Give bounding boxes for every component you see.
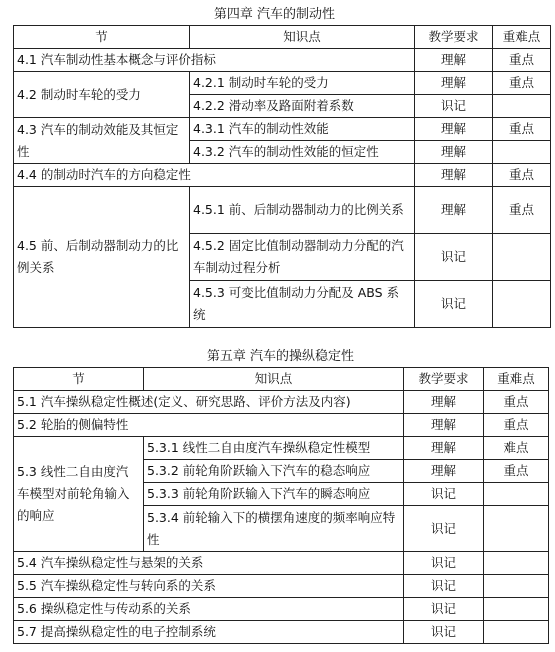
key-cell: 重点 [484, 460, 549, 483]
key-cell: 重点 [493, 72, 551, 95]
table-row [14, 118, 551, 141]
point-cell: 4.2.1 制动时车轮的受力 [190, 72, 415, 95]
requirement-cell: 识记 [404, 598, 484, 621]
key-cell [484, 598, 549, 621]
chapter5-table [13, 367, 549, 644]
requirement-cell: 理解 [415, 118, 493, 141]
key-cell: 重点 [493, 164, 551, 187]
header-teaching-requirement: 教学要求 [415, 26, 493, 49]
table-row [14, 414, 549, 437]
key-cell [484, 506, 549, 552]
header-section: 节 [14, 26, 190, 49]
requirement-cell: 识记 [404, 575, 484, 598]
requirement-cell: 理解 [415, 49, 493, 72]
key-cell [493, 95, 551, 118]
requirement-cell: 理解 [415, 164, 493, 187]
requirement-cell: 理解 [404, 391, 484, 414]
section-cell: 5.3 线性二自由度汽车模型对前轮角输入的响应 [14, 437, 144, 552]
table-header-row [14, 26, 551, 49]
point-cell: 5.3.4 前轮输入下的横摆角速度的频率响应特性 [144, 506, 404, 552]
requirement-cell: 理解 [404, 437, 484, 460]
key-cell [493, 281, 551, 328]
header-knowledge-point: 知识点 [144, 368, 404, 391]
header-section: 节 [14, 368, 144, 391]
point-cell: 4.5.3 可变比值制动力分配及 ABS 系统 [190, 281, 415, 328]
table-header-row [14, 368, 549, 391]
key-cell [484, 483, 549, 506]
key-cell: 重点 [493, 49, 551, 72]
point-cell: 4.3.2 汽车的制动性效能的恒定性 [190, 141, 415, 164]
header-key-difficult: 重难点 [493, 26, 551, 49]
point-cell: 5.3.1 线性二自由度汽车操纵稳定性模型 [144, 437, 404, 460]
key-cell: 重点 [484, 391, 549, 414]
requirement-cell: 理解 [415, 72, 493, 95]
requirement-cell: 识记 [404, 483, 484, 506]
requirement-cell: 理解 [404, 460, 484, 483]
point-cell: 4.2.2 滑动率及路面附着系数 [190, 95, 415, 118]
key-cell [484, 552, 549, 575]
key-cell [493, 141, 551, 164]
section-cell: 4.3 汽车的制动效能及其恒定性 [14, 118, 190, 164]
header-knowledge-point: 知识点 [190, 26, 415, 49]
section-cell: 5.2 轮胎的侧偏特性 [14, 414, 404, 437]
section-cell: 4.1 汽车制动性基本概念与评价指标 [14, 49, 415, 72]
table-row [14, 391, 549, 414]
section-cell: 4.4 的制动时汽车的方向稳定性 [14, 164, 415, 187]
table-row [14, 598, 549, 621]
key-cell: 重点 [493, 187, 551, 234]
chapter5-title: 第五章 汽车的操纵稳定性 [206, 349, 355, 364]
key-cell: 重点 [484, 414, 549, 437]
point-cell: 4.5.2 固定比值制动器制动力分配的汽车制动过程分析 [190, 234, 415, 281]
requirement-cell: 识记 [415, 281, 493, 328]
section-cell: 5.1 汽车操纵稳定性概述(定义、研究思路、评价方法及内容) [14, 391, 404, 414]
point-cell: 4.5.1 前、后制动器制动力的比例关系 [190, 187, 415, 234]
key-cell: 难点 [484, 437, 549, 460]
section-cell: 5.4 汽车操纵稳定性与悬架的关系 [14, 552, 404, 575]
table-row [14, 621, 549, 644]
requirement-cell: 识记 [415, 95, 493, 118]
requirement-cell: 理解 [415, 141, 493, 164]
section-cell: 5.5 汽车操纵稳定性与转向系的关系 [14, 575, 404, 598]
table-row [14, 164, 551, 187]
requirement-cell: 理解 [415, 187, 493, 234]
point-cell: 4.3.1 汽车的制动性效能 [190, 118, 415, 141]
key-cell [484, 621, 549, 644]
key-cell [484, 575, 549, 598]
section-cell: 4.2 制动时车轮的受力 [14, 72, 190, 118]
requirement-cell: 识记 [404, 621, 484, 644]
requirement-cell: 识记 [404, 506, 484, 552]
table-row [14, 575, 549, 598]
table-row [14, 437, 549, 460]
section-cell: 5.7 提高操纵稳定性的电子控制系统 [14, 621, 404, 644]
key-cell: 重点 [493, 118, 551, 141]
section-cell: 5.6 操纵稳定性与传动系的关系 [14, 598, 404, 621]
header-key-difficult: 重难点 [484, 368, 549, 391]
chapter4-title: 第四章 汽车的制动性 [213, 7, 336, 22]
requirement-cell: 识记 [404, 552, 484, 575]
section-cell: 4.5 前、后制动器制动力的比例关系 [14, 187, 190, 328]
table-row [14, 552, 549, 575]
requirement-cell: 理解 [404, 414, 484, 437]
table-row [14, 49, 551, 72]
table-row [14, 72, 551, 95]
chapter4-table [13, 25, 551, 328]
point-cell: 5.3.2 前轮角阶跃输入下汽车的稳态响应 [144, 460, 404, 483]
table-row [14, 187, 551, 234]
requirement-cell: 识记 [415, 234, 493, 281]
header-teaching-requirement: 教学要求 [404, 368, 484, 391]
key-cell [493, 234, 551, 281]
point-cell: 5.3.3 前轮角阶跃输入下汽车的瞬态响应 [144, 483, 404, 506]
